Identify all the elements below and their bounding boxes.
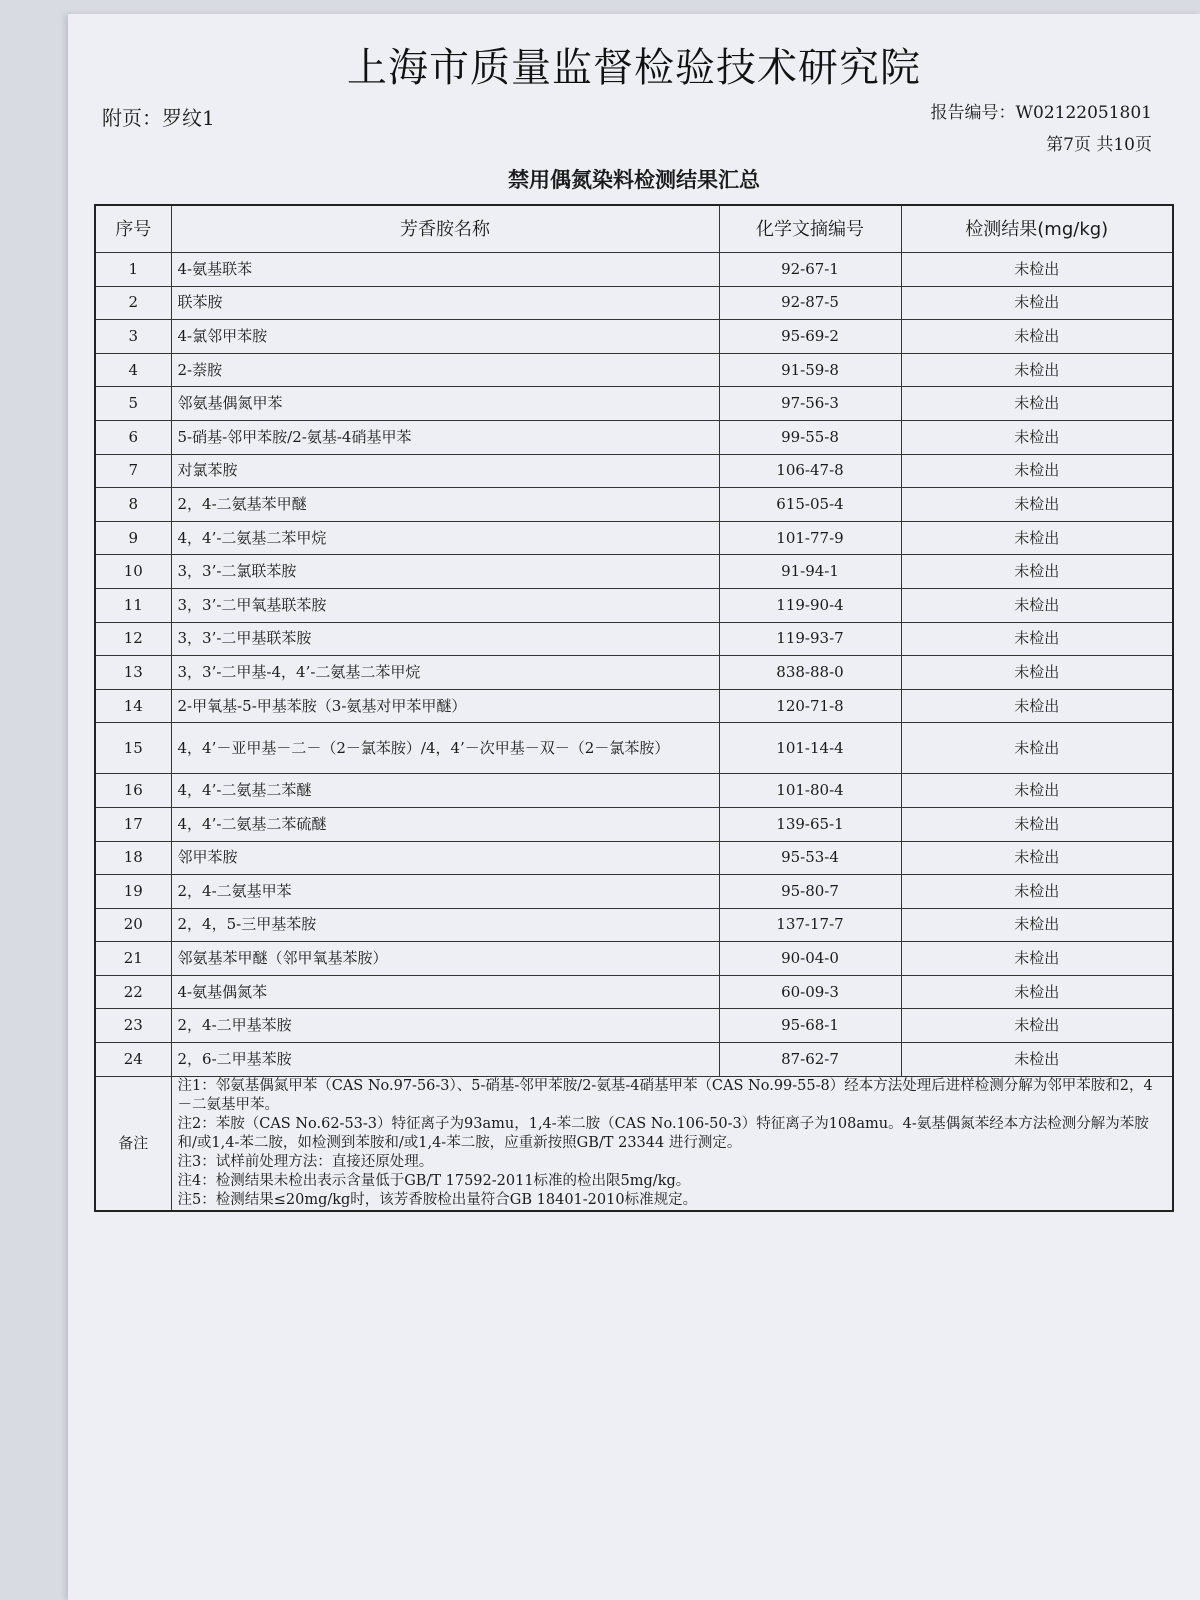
test-result: 未检出 — [901, 555, 1173, 589]
table-row — [95, 975, 1173, 1009]
test-result: 未检出 — [901, 975, 1173, 1009]
table-row — [95, 689, 1173, 723]
amine-name: 邻氨基苯甲醚（邻甲氧基苯胺） — [171, 942, 719, 976]
report-page — [68, 14, 1200, 1600]
test-result: 未检出 — [901, 689, 1173, 723]
amine-name: 4-氨基偶氮苯 — [171, 975, 719, 1009]
remarks-label: 备注 — [95, 1076, 171, 1211]
row-number: 16 — [95, 774, 171, 808]
row-number: 14 — [95, 689, 171, 723]
test-result: 未检出 — [901, 1043, 1173, 1077]
row-number: 8 — [95, 488, 171, 522]
amine-name: 邻甲苯胺 — [171, 841, 719, 875]
test-result: 未检出 — [901, 488, 1173, 522]
cas-number: 120-71-8 — [719, 689, 901, 723]
appendix-label: 附页：罗纹1 — [102, 106, 215, 130]
test-result: 未检出 — [901, 320, 1173, 354]
row-number: 24 — [95, 1043, 171, 1077]
row-number: 12 — [95, 622, 171, 656]
cas-number: 101-14-4 — [719, 723, 901, 774]
cas-number: 139-65-1 — [719, 807, 901, 841]
remark-note: 注1：邻氨基偶氮甲苯（CAS No.97-56-3）、5-硝基-邻甲苯胺/2-氨基-4硝基甲苯（CAS No.99-55-8）经本方法处理后进样检测分解为邻甲苯胺和2，4－二氨基甲苯。 — [177, 1077, 1153, 1113]
test-result: 未检出 — [901, 253, 1173, 287]
table-row — [95, 622, 1173, 656]
cas-number: 95-68-1 — [719, 1009, 901, 1043]
table-row — [95, 1043, 1173, 1077]
row-number: 18 — [95, 841, 171, 875]
cas-number: 101-80-4 — [719, 774, 901, 808]
test-result: 未检出 — [901, 908, 1173, 942]
row-number: 2 — [95, 286, 171, 320]
test-result: 未检出 — [901, 875, 1173, 909]
table-row — [95, 488, 1173, 522]
cas-number: 91-59-8 — [719, 353, 901, 387]
cas-number: 95-80-7 — [719, 875, 901, 909]
row-number: 9 — [95, 521, 171, 555]
amine-name: 2，4-二甲基苯胺 — [171, 1009, 719, 1043]
test-result: 未检出 — [901, 807, 1173, 841]
amine-name: 联苯胺 — [171, 286, 719, 320]
cas-number: 106-47-8 — [719, 454, 901, 488]
remark-note: 注4：检测结果未检出表示含量低于GB/T 17592-2011标准的检出限5mg/kg。 — [177, 1172, 691, 1189]
report-number: 报告编号：W02122051801 — [930, 103, 1152, 123]
row-number: 17 — [95, 807, 171, 841]
cas-number: 92-87-5 — [719, 286, 901, 320]
table-header-row — [95, 205, 1173, 253]
cas-number: 119-93-7 — [719, 622, 901, 656]
test-result: 未检出 — [901, 588, 1173, 622]
column-header-name: 芳香胺名称 — [171, 205, 719, 253]
table-row — [95, 588, 1173, 622]
table-row — [95, 1009, 1173, 1043]
amine-name: 2-萘胺 — [171, 353, 719, 387]
cas-number: 60-09-3 — [719, 975, 901, 1009]
table-row — [95, 420, 1173, 454]
cas-number: 87-62-7 — [719, 1043, 901, 1077]
table-row — [95, 286, 1173, 320]
table-row — [95, 942, 1173, 976]
row-number: 22 — [95, 975, 171, 1009]
table-row — [95, 454, 1173, 488]
test-result: 未检出 — [901, 420, 1173, 454]
results-table — [94, 204, 1174, 1212]
test-result: 未检出 — [901, 387, 1173, 421]
row-number: 19 — [95, 875, 171, 909]
row-number: 3 — [95, 320, 171, 354]
table-row — [95, 555, 1173, 589]
test-result: 未检出 — [901, 723, 1173, 774]
table-row — [95, 387, 1173, 421]
test-result: 未检出 — [901, 622, 1173, 656]
test-result: 未检出 — [901, 942, 1173, 976]
row-number: 13 — [95, 656, 171, 690]
row-number: 6 — [95, 420, 171, 454]
row-number: 15 — [95, 723, 171, 774]
row-number: 10 — [95, 555, 171, 589]
cas-number: 137-17-7 — [719, 908, 901, 942]
cas-number: 101-77-9 — [719, 521, 901, 555]
test-result: 未检出 — [901, 454, 1173, 488]
row-number: 5 — [95, 387, 171, 421]
amine-name: 3，3’-二甲氧基联苯胺 — [171, 588, 719, 622]
column-header-result: 检测结果(mg/kg) — [901, 205, 1173, 253]
table-row — [95, 353, 1173, 387]
cas-number: 90-04-0 — [719, 942, 901, 976]
row-number: 20 — [95, 908, 171, 942]
table-row — [95, 521, 1173, 555]
amine-name: 4-氨基联苯 — [171, 253, 719, 287]
test-result: 未检出 — [901, 521, 1173, 555]
table-row — [95, 723, 1173, 774]
table-row — [95, 774, 1173, 808]
amine-name: 2，4，5-三甲基苯胺 — [171, 908, 719, 942]
test-result: 未检出 — [901, 286, 1173, 320]
amine-name: 4，4’－亚甲基－二－（2－氯苯胺）/4，4’－次甲基－双－（2－氯苯胺） — [171, 723, 719, 774]
cas-number: 838-88-0 — [719, 656, 901, 690]
column-header-no: 序号 — [95, 205, 171, 253]
institute-title: 上海市质量监督检验技术研究院 — [347, 45, 921, 91]
cas-number: 95-69-2 — [719, 320, 901, 354]
table-row — [95, 807, 1173, 841]
cas-number: 119-90-4 — [719, 588, 901, 622]
row-number: 1 — [95, 253, 171, 287]
table-row — [95, 908, 1173, 942]
amine-name: 3，3’-二甲基-4，4’-二氨基二苯甲烷 — [171, 656, 719, 690]
cas-number: 615-05-4 — [719, 488, 901, 522]
row-number: 11 — [95, 588, 171, 622]
amine-name: 2，6-二甲基苯胺 — [171, 1043, 719, 1077]
amine-name: 4-氯邻甲苯胺 — [171, 320, 719, 354]
table-row — [95, 875, 1173, 909]
amine-name: 5-硝基-邻甲苯胺/2-氨基-4硝基甲苯 — [171, 420, 719, 454]
test-result: 未检出 — [901, 841, 1173, 875]
cas-number: 92-67-1 — [719, 253, 901, 287]
amine-name: 对氯苯胺 — [171, 454, 719, 488]
row-number: 21 — [95, 942, 171, 976]
table-title: 禁用偶氮染料检测结果汇总 — [508, 168, 760, 192]
amine-name: 3，3’-二甲基联苯胺 — [171, 622, 719, 656]
remarks-row — [95, 1076, 1173, 1211]
amine-name: 4，4’-二氨基二苯硫醚 — [171, 807, 719, 841]
row-number: 23 — [95, 1009, 171, 1043]
amine-name: 2，4-二氨基甲苯 — [171, 875, 719, 909]
page-number: 第7页 共10页 — [1046, 135, 1152, 155]
cas-number: 91-94-1 — [719, 555, 901, 589]
row-number: 4 — [95, 353, 171, 387]
test-result: 未检出 — [901, 774, 1173, 808]
remarks-body — [171, 1076, 1173, 1211]
test-result: 未检出 — [901, 1009, 1173, 1043]
cas-number: 99-55-8 — [719, 420, 901, 454]
remark-note: 注3：试样前处理方法：直接还原处理。 — [177, 1153, 434, 1170]
table-row — [95, 841, 1173, 875]
amine-name: 2，4-二氨基苯甲醚 — [171, 488, 719, 522]
table-row — [95, 656, 1173, 690]
table-row — [95, 253, 1173, 287]
amine-name: 3，3’-二氯联苯胺 — [171, 555, 719, 589]
amine-name: 邻氨基偶氮甲苯 — [171, 387, 719, 421]
amine-name: 4，4’-二氨基二苯醚 — [171, 774, 719, 808]
column-header-cas: 化学文摘编号 — [719, 205, 901, 253]
amine-name: 4，4’-二氨基二苯甲烷 — [171, 521, 719, 555]
remark-note: 注2：苯胺（CAS No.62-53-3）特征离子为93amu，1,4-苯二胺（CAS No.106-50-3）特征离子为108amu。4-氨基偶氮苯经本方法检测分解为苯胺和/或1,4-苯二胺，如检测到苯胺和/或1,4-苯二胺，应重新按照GB/T 23344 进行测定。 — [177, 1115, 1149, 1151]
remark-note: 注5：检测结果≤20mg/kg时，该芳香胺检出量符合GB 18401-2010标准规定。 — [177, 1191, 698, 1208]
table-row — [95, 320, 1173, 354]
cas-number: 97-56-3 — [719, 387, 901, 421]
cas-number: 95-53-4 — [719, 841, 901, 875]
row-number: 7 — [95, 454, 171, 488]
test-result: 未检出 — [901, 353, 1173, 387]
test-result: 未检出 — [901, 656, 1173, 690]
amine-name: 2-甲氧基-5-甲基苯胺（3-氨基对甲苯甲醚） — [171, 689, 719, 723]
